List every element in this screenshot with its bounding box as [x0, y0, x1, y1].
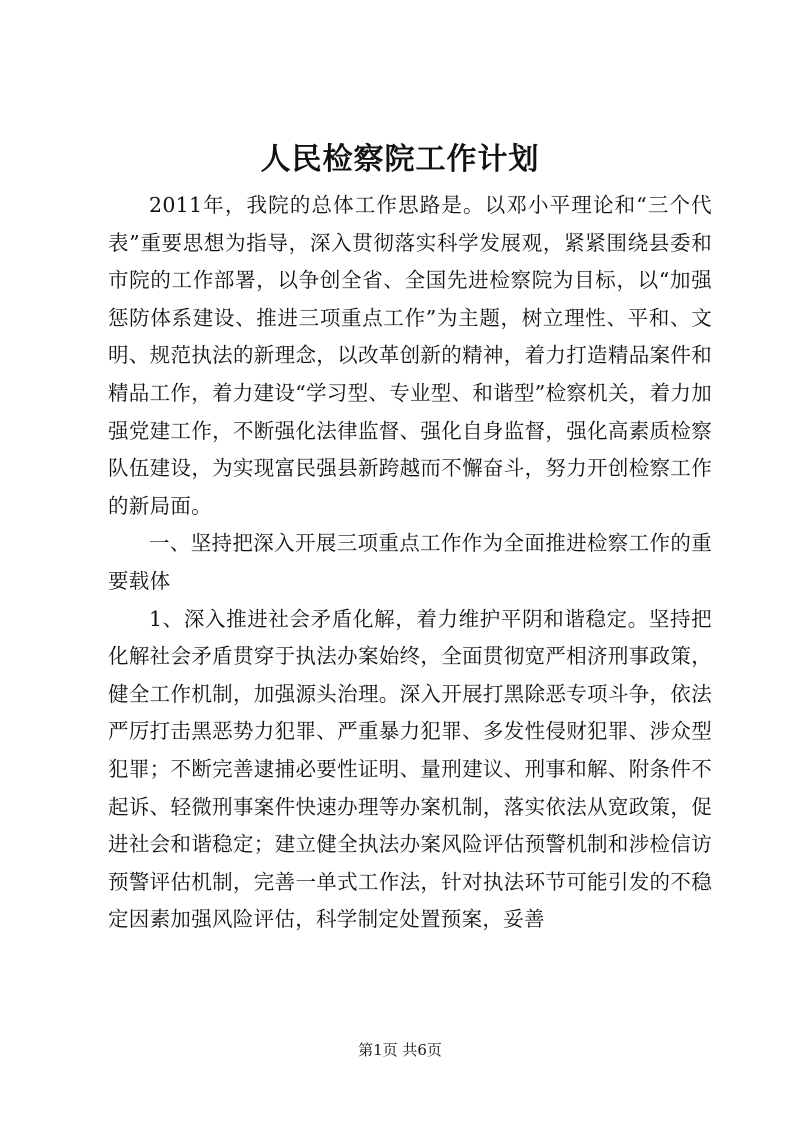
document-body	[108, 187, 712, 939]
page-number-footer: 第1页 共6页	[358, 1041, 442, 1059]
section-heading-1: 一、坚持把深入开展三项重点工作作为全面推进检察工作的重要载体	[108, 531, 712, 593]
paragraph-item-1: 1、深入推进社会矛盾化解，着力维护平阴和谐稳定。坚持把化解社会矛盾贯穿于执法办案始终，全面贯彻宽严相济刑事政策，健全工作机制，加强源头治理。深入开展打黑除恶专项斗争，依法严厉打击黑恶势力犯罪、严重暴力犯罪、多发性侵财犯罪、涉众型犯罪；不断完善逮捕必要性证明、量刑建议、刑事和解、附条件不起诉、轻微刑事案件快速办理等办案机制，落实依法从宽政策，促进社会和谐稳定；建立健全执法办案风险评估预警机制和涉检信访预警评估机制，完善一单式工作法，针对执法环节可能引发的不稳定因素加强风险评估，科学制定处置预案，妥善	[108, 606, 712, 932]
document-title: 人民检察院工作计划	[260, 142, 540, 177]
paragraph-intro: 2011年，我院的总体工作思路是。以邓小平理论和“三个代表”重要思想为指导，深入贯彻落实科学发展观，紧紧围绕县委和市院的工作部署，以争创全省、全国先进检察院为目标，以“加强惩防体系建设、推进三项重点工作”为主题，树立理性、平和、文明、规范执法的新理念，以改革创新的精神，着力打造精品案件和精品工作，着力建设“学习型、专业型、和谐型”检察机关，着力加强党建工作，不断强化法律监督、强化自身监督，强化高素质检察队伍建设，为实现富民强县新跨越而不懈奋斗，努力开创检察工作的新局面。	[108, 193, 712, 518]
